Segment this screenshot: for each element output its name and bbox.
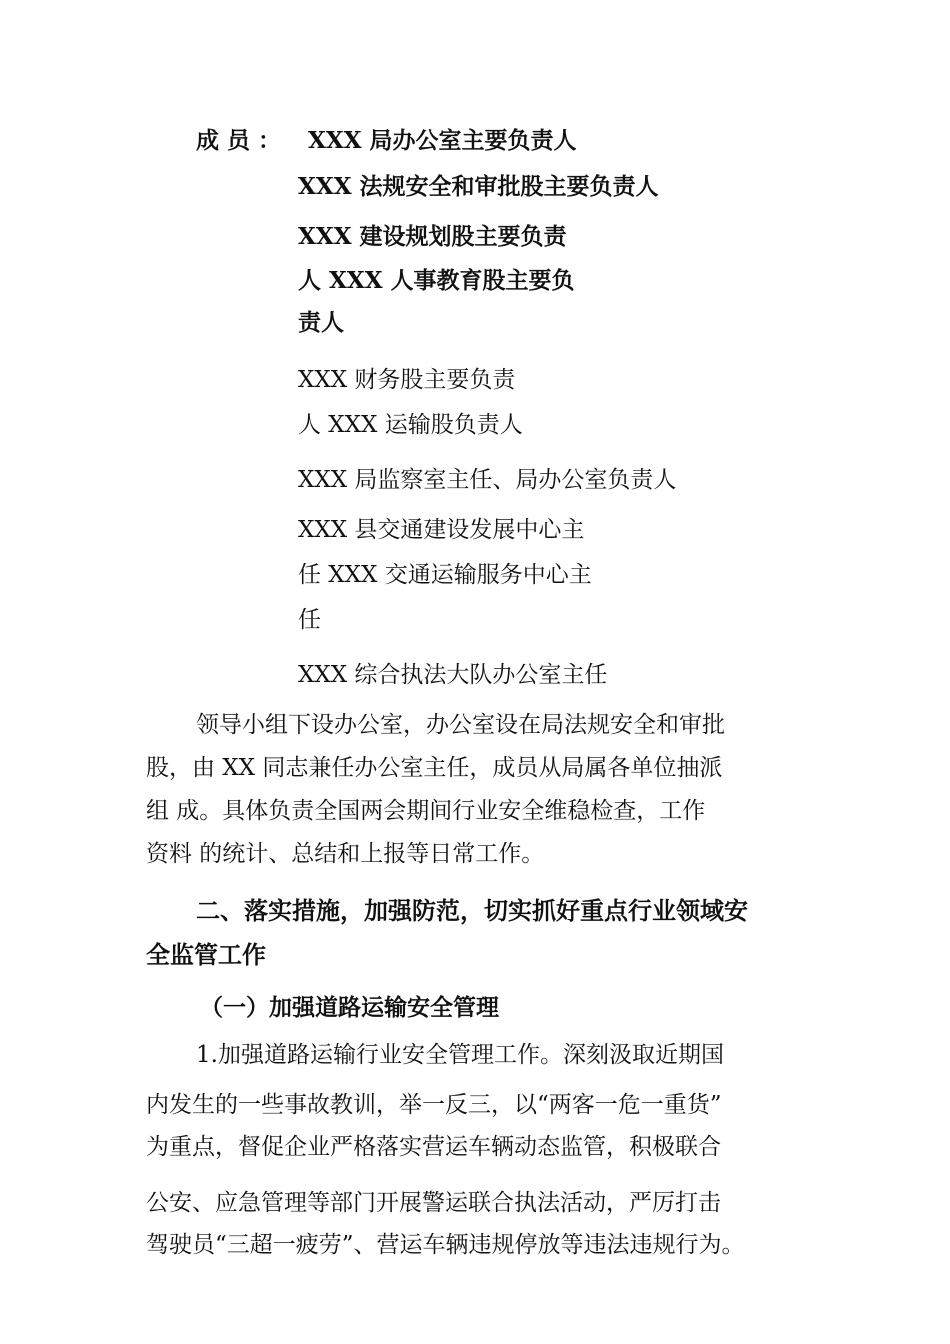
member-line: XXX 局办公室主要负责人 (308, 127, 577, 154)
member-line: 任 (298, 607, 321, 633)
member-line: 责人 (298, 309, 344, 336)
subsection-heading: （一）加强道路运输安全管理 (200, 994, 499, 1021)
member-line: XXX 局监察室主任、局办公室负责人 (298, 467, 677, 493)
member-line: 人 XXX 人事教育股主要负 (298, 267, 575, 294)
member-line: 人 XXX 运输股负责人 (298, 412, 523, 438)
section-heading: 二、落实措施，加强防范，切实抓好重点行业领域安 (196, 896, 748, 925)
member-line: XXX 建设规划股主要负责 (298, 223, 567, 250)
body-text-line: 领导小组下设办公室，办公室设在局法规安全和审批 (196, 712, 725, 738)
body-text-line: 1.加强道路运输行业安全管理工作。深刻汲取近期国 (196, 1042, 724, 1068)
body-text-line: 内发生的一些事故教训，举一反三，以“两客一危一重货” (146, 1092, 722, 1118)
member-line: 任 XXX 交通运输服务中心主 (298, 562, 592, 588)
body-text-line: 资料 的统计、总结和上报等日常工作。 (146, 841, 545, 867)
member-line: XXX 综合执法大队办公室主任 (298, 662, 608, 688)
section-heading: 全监管工作 (146, 940, 266, 969)
body-text-line: 组 成。具体负责全国两会期间行业安全维稳检查，工作 (146, 798, 706, 824)
body-text-line: 公安、应急管理等部门开展警运联合执法活动，严厉打击 (146, 1190, 721, 1216)
body-text-line: 驾驶员“三超一疲劳”、营运车辆违规停放等违法违规行为。 (146, 1232, 745, 1258)
member-line: XXX 法规安全和审批股主要负责人 (298, 173, 659, 200)
member-line: XXX 财务股主要负责 (298, 367, 516, 393)
members-label: 成 员 ： (196, 127, 282, 154)
body-text-line: 为重点，督促企业严格落实营运车辆动态监管，积极联合 (146, 1134, 721, 1160)
body-text-line: 股，由 XX 同志兼任办公室主任，成员从局属各单位抽派 (146, 755, 723, 781)
member-line: XXX 县交通建设发展中心主 (298, 517, 585, 543)
